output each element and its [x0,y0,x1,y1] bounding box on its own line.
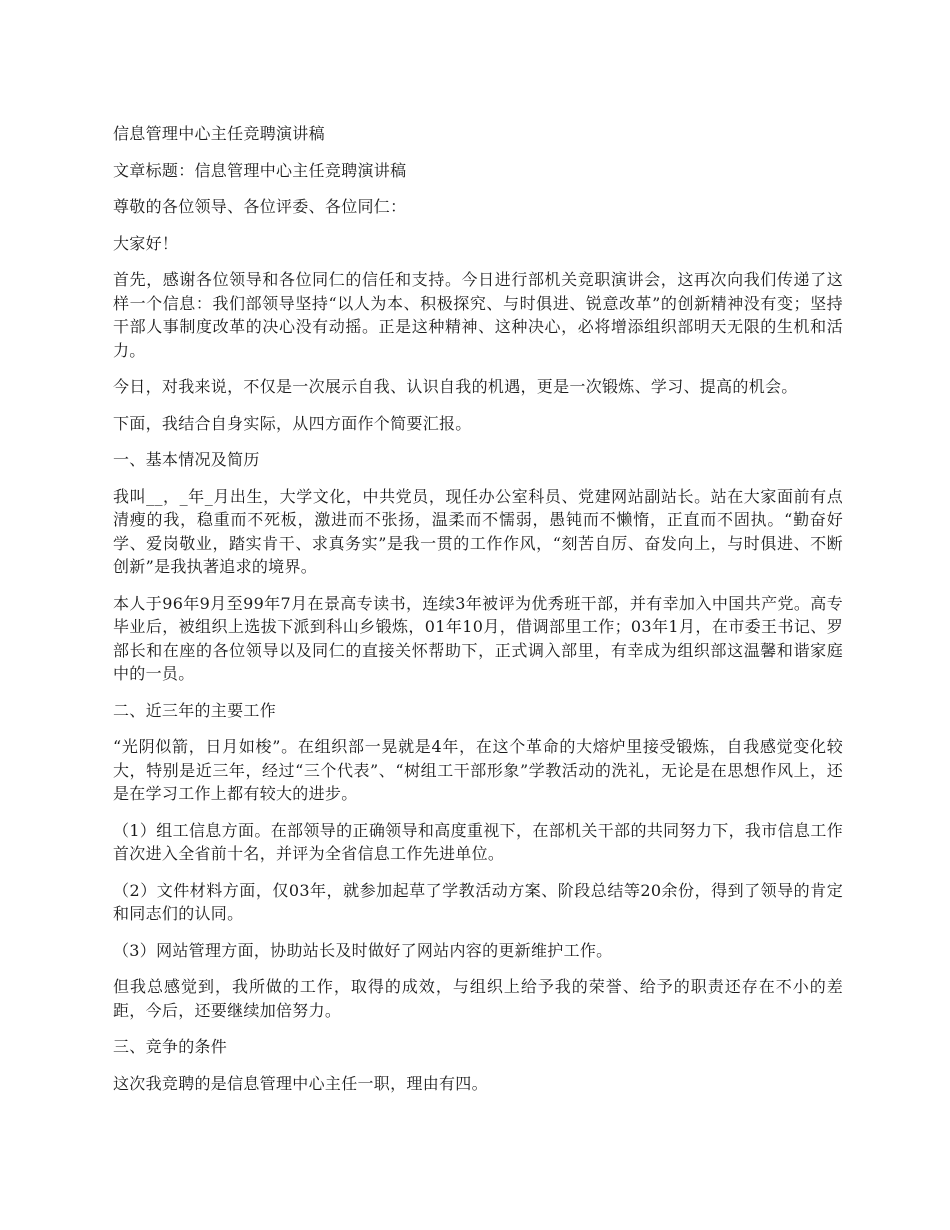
paragraph-work-item-3: （3）网站管理方面，协助站长及时做好了网站内容的更新维护工作。 [113,940,613,960]
article-title-line: 文章标题：信息管理中心主任竞聘演讲稿 [113,160,407,180]
document-page [113,122,843,1108]
paragraph-work-item-2: （2）文件材料方面，仅03年，就参加起草了学教活动方案、阶段总结等20余份，得到了领导的肯定和同志们的认同。 [113,880,843,923]
paragraph-work-item-1: （1）组工信息方面。在部领导的正确领导和高度重视下，在部机关干部的共同努力下，我市信息工作首次进入全省前十名，并评为全省信息工作先进单位。 [113,820,843,863]
paragraph-intro: 首先，感谢各位领导和各位同仁的信任和支持。今日进行部机关竞职演讲会，这再次向我们传递了这样一个信息：我们部领导坚持“以人为本、积极探究、与时俱进、锐意改革”的创新精神没有变；坚持干部人事制度改革的决心没有动摇。正是这种精神、这种决心，必将增添组织部明天无限的生机和活力。 [113,270,843,360]
section-heading-1: 一、基本情况及简历 [113,450,260,469]
paragraph-opportunity: 今日，对我来说，不仅是一次展示自我、认识自我的机遇，更是一次锻炼、学习、提高的机会。 [113,377,798,396]
paragraph-resume: 本人于96年9月至99年7月在景高专读书，连续3年被评为优秀班干部，并有幸加入中国共产党。高专毕业后，被组织上选拔下派到科山乡锻炼，01年10月，借调部里工作；03年1月，在市委王书记、罗部长和在座的各位领导以及同仁的直接关怀帮助下，正式调入部里，有幸成为组织部这温馨和谐家庭中的一员。 [113,593,843,683]
paragraph-work-overview: “光阴似箭，日月如梭”。在组织部一晃就是4年，在这个革命的大熔炉里接受锻炼，自我感觉变化较大，特别是近三年，经过“三个代表”、“树组工干部形象”学教活动的洗礼，无论是在思想作风上，还是在学习工作上都有较大的进步。 [113,737,843,803]
greeting: 大家好！ [113,233,179,253]
paragraph-reflection: 但我总感觉到，我所做的工作，取得的成效，与组织上给予我的荣誉、给予的职责还存在不小的差距，今后，还要继续加倍努力。 [113,977,843,1020]
salutation: 尊敬的各位领导、各位评委、各位同仁： [113,197,407,216]
paragraph-self-introduction: 我叫__，_年_月出生，大学文化，中共党员，现任办公室科员、党建网站副站长。站在大家面前有点清瘦的我，稳重而不死板，激进而不张扬，温柔而不懦弱，愚钝而不懒惰，正直而不固执。“勤奋好学、爱岗敬业，踏实肯干、求真务实”是我一贯的工作作风，“刻苦自厉、奋发向上，与时俱进、不断创新”是我执著追求的境界。 [113,486,843,576]
document-title: 信息管理中心主任竞聘演讲稿 [113,124,325,143]
paragraph-reasons: 这次我竞聘的是信息管理中心主任一职，理由有四。 [113,1073,488,1093]
paragraph-outline: 下面，我结合自身实际，从四方面作个简要汇报。 [113,413,472,433]
section-heading-2: 二、近三年的主要工作 [113,700,277,720]
section-heading-3: 三、竞争的条件 [113,1037,228,1056]
